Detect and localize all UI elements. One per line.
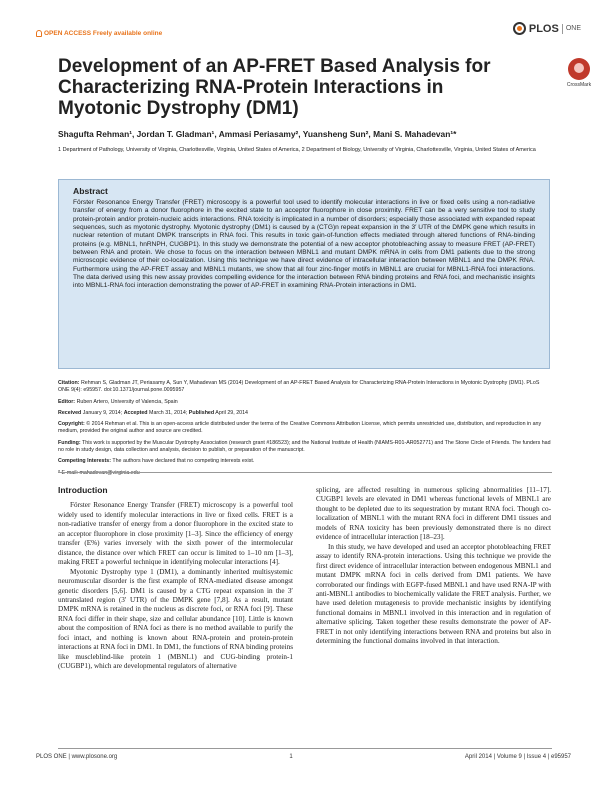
body-column-right bbox=[316, 486, 551, 647]
abstract-heading: Abstract bbox=[73, 186, 108, 196]
page-number: 1 bbox=[289, 754, 293, 760]
logo-divider bbox=[562, 24, 563, 34]
editor: Editor: Ruben Artero, University of Valencia, Spain bbox=[58, 398, 178, 405]
abstract-box bbox=[58, 179, 550, 369]
plos-logo-icon bbox=[513, 22, 526, 35]
competing-interests: Competing Interests: The authors have declared that no competing interests exist. bbox=[58, 458, 255, 465]
copyright: Copyright: © 2014 Rehman et al. This is an open-access article distributed under the terms of the Creative Commons Attribution License, which permits unrestricted use, distribution, and reproduction in any medium, provided the original author and source are credited. bbox=[58, 421, 542, 435]
intro-paragraph: splicing, are affected resulting in numerous splicing abnormalities [11–17]. CUGBP1 levels are elevated in DM1 whereas functional levels of MBNL1 are thought to be depleted due to its sequestration by mutant RNA foci. Though co-localization of MBNL1 with the mutant RNA foci in different DM1 tissues and models of RNA toxicity has been previously demonstrated there is no direct evidence of intracellular interaction [18–23]. bbox=[316, 486, 551, 542]
page-footer bbox=[36, 754, 571, 760]
journal-logo bbox=[513, 22, 581, 35]
footer-issue: April 2014 | Volume 9 | Issue 4 | e95957 bbox=[464, 754, 571, 760]
article-metadata bbox=[58, 380, 552, 481]
corresponding-email[interactable] bbox=[58, 470, 552, 477]
intro-paragraph: Myotonic Dystrophy type 1 (DM1), a dominantly inherited multisystemic neuromuscular disorder is the first example of RNA-mediated disease amongst genetic disorders [5,6]. DM1 is caused by a CTG repeat expansion in the 3′ untranslated region (3′ UTR) of the DMPK gene [7,8]. As a result, mutant DMPK mRNA is retained in the nucleus as discrete foci, or RNA foci [9]. These RNA foci differ in their shape, size and cellular abundance [10]. Little is known about the composition of RNA foci as there is no method available to purify the foci intact, and nothing is known about RNA-protein and protein-protein interactions at RNA foci in DM1. In DM1, the functions of RNA binding proteins like muscleblind-like protein 1 (MBNL1) and CUG-binding protein-1 (CUGBP1), which are developmental regulators of alternative bbox=[58, 567, 293, 671]
citation: Citation: Rehman S, Gladman JT, Periasamy A, Sun Y, Mahadevan MS (2014) Development of an AP-FRET Based Analysis for Characterizing RNA-Protein Interactions in Myotonic Dystrophy (DM1). PLoS ONE 9(4): e95957. doi:10.1371/journal.pone.0095957 bbox=[58, 380, 540, 394]
open-access-label: OPEN ACCESS Freely available online bbox=[44, 30, 163, 37]
funding: Funding: This work is supported by the Muscular Dystrophy Association (research grant #186523); and the National Institute of Health (NIAMS-R01-AR052771) and The Stone Circle of Friends. The funders had no role in study design, data collection and analysis, decision to publish, or preparation of the manuscript. bbox=[58, 439, 551, 454]
footer-divider bbox=[58, 748, 552, 749]
footer-journal[interactable]: PLOS ONE | www.plosone.org bbox=[36, 754, 118, 760]
crossmark-label: CrossMark bbox=[566, 82, 592, 88]
dates: Received January 9, 2014; Accepted March 31, 2014; Published April 29, 2014 bbox=[58, 409, 248, 416]
affiliations: 1 Department of Pathology, University of Virginia, Charlottesville, Virginia, United States of America, 2 Department of Biology, University of Virginia, Charlottesville, Virginia, United States of America bbox=[58, 147, 536, 153]
journal-suffix: ONE bbox=[565, 25, 581, 32]
author-list: Shagufta Rehman¹, Jordan T. Gladman¹, Ammasi Periasamy², Yuansheng Sun², Mani S. Mahadevan¹* bbox=[58, 129, 457, 139]
journal-name: PLOS bbox=[528, 22, 559, 35]
abstract-text: Förster Resonance Energy Transfer (FRET) microscopy is a powerful tool used to identify molecular interactions in live or fixed cells using a non-radiative transfer of energy from a donor fluorophore in the excited state to an acceptor fluorophore in close proximity. FRET can be a very sensitive tool to study protein-protein and/or protein-nucleic acids interactions. RNA toxicity is implicated in a number of disorders; especially those associated with expanded repeat sequences, such as myotonic dystrophy. Myotonic dystrophy (DM1) is caused by a (CTG)n repeat expansion in the 3′ UTR of the DMPK gene which results in nuclear retention of mutant DMPK transcripts in RNA foci. This results in toxic gain-of-function effects mediated through altered functions of RNA-binding proteins (e.g. MBNL1, hnRNPH, CUGBP1). In this study we demonstrate the potential of a new acceptor photobleaching assay to measure FRET (AP-FRET) between RNA and protein. We chose to focus on the interaction between MBNL1 and mutant DMPK mRNA in cells from DM1 patients due to the strong microscopic evidence of their co-localization. Using this technique we have direct evidence of intracellular interaction between MBNL1 and the DMPK RNA. Furthermore using the AP-FRET assay and MBNL1 mutants, we show that all four zinc-finger motifs in MBNL1 are crucial for MBNL1-RNA foci interactions. The data derived using this new assay provides compelling evidence for the interaction between RNA binding proteins and RNA foci, and mechanistic insights into MBNL1-RNA foci interaction demonstrating the power of AP-FRET in examining RNA-Protein interactions in DM1. bbox=[73, 199, 535, 290]
intro-paragraph: In this study, we have developed and used an acceptor photobleaching FRET assay to identify RNA-protein interactions. Using this technique we provide the first direct evidence of intracellular interaction between endogenous MBNL1 and mutant DMPK mRNA foci in cells derived from DM1 patients. We have corroborated our findings with EGFP-fused MBNL1 and have used RNA-IP with anti-MBNL1 antibodies to biochemically validate the FRET analysis. Further, we have used deletion mutagenesis to provide mechanistic insights by identifying functional domains in MBNL1 involved in this interaction and in regulation of alternative splicing. Taken together these results demonstrate the power of AP-FRET in not only identifying interactions between RNA and proteins but also in determining the functional domains involved in that interaction. bbox=[316, 542, 551, 646]
open-lock-icon bbox=[36, 30, 42, 37]
crossmark-icon[interactable] bbox=[568, 58, 590, 80]
open-access-banner bbox=[36, 30, 162, 37]
section-divider bbox=[58, 472, 552, 473]
crossmark-badge[interactable] bbox=[559, 58, 599, 88]
body-column-left bbox=[58, 486, 293, 672]
article-title: Development of an AP-FRET Based Analysis for Characterizing RNA-Protein Interactions in Myotonic Dystrophy (DM1) bbox=[58, 56, 491, 119]
intro-paragraph: Förster Resonance Energy Transfer (FRET) microscopy is a powerful tool widely used to identify molecular interactions in live or fixed cells. FRET is a non-radiative transfer of energy from a donor fluorophore in the excited state to an acceptor fluorophore in close proximity [1–3]. Since the efficiency of energy transfer (E%) varies inversely with the sixth power of the intermolecular distance, the distance over which FRET can occur is limited to 1–10 nm [1–3], making FRET a powerful technique in identifying molecular interactions [4]. bbox=[58, 501, 293, 567]
introduction-heading: Introduction bbox=[58, 485, 108, 495]
